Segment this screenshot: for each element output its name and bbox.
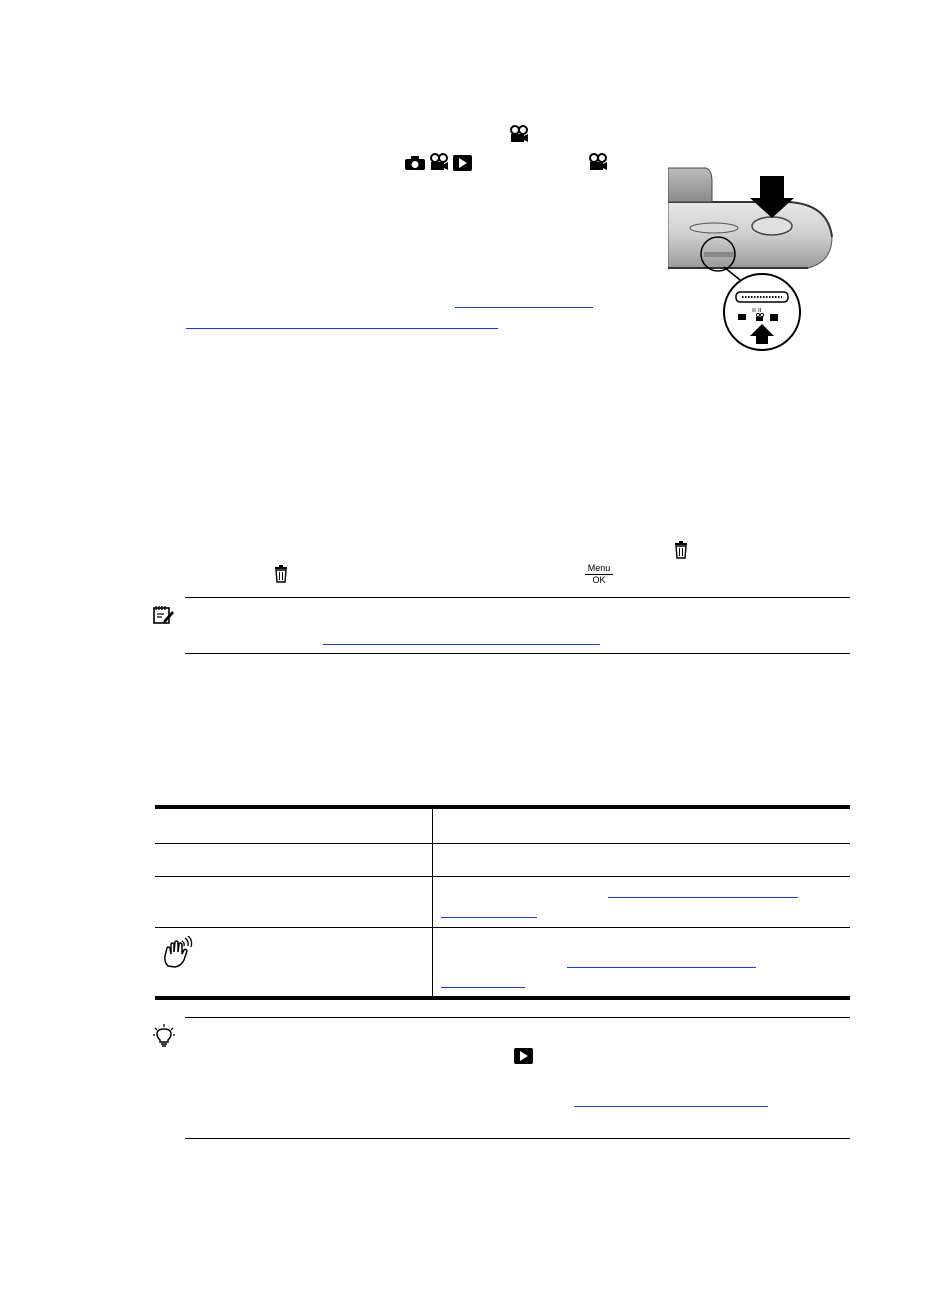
table-header-rule: [155, 843, 850, 844]
mode-switch-illustration: [668, 162, 840, 352]
table-column-divider: [432, 809, 433, 996]
playback-icon: [453, 155, 472, 171]
video-camera-icon: [588, 153, 608, 171]
note-bottom-rule: [185, 653, 850, 654]
table-top-rule: [155, 805, 850, 809]
tip-top-rule: [185, 1017, 850, 1018]
cross-reference-link[interactable]: [186, 328, 498, 329]
camera-icon: [404, 155, 426, 171]
menu-ok-button-icon: [585, 564, 613, 585]
hand-shake-icon: [160, 936, 194, 968]
tip-icon: [153, 1024, 175, 1048]
cross-reference-link[interactable]: [323, 644, 600, 645]
table-row-rule: [155, 876, 850, 877]
cross-reference-link[interactable]: [608, 897, 798, 898]
trash-icon: [674, 541, 688, 559]
cross-reference-link[interactable]: [574, 1106, 768, 1107]
note-icon: [152, 605, 174, 625]
menu-label: Menu: [585, 564, 613, 575]
ok-label: OK: [592, 575, 606, 585]
svg-text:ıı ıı: ıı ıı: [752, 307, 762, 314]
cross-reference-link[interactable]: [441, 987, 525, 988]
cross-reference-link[interactable]: [567, 967, 756, 968]
video-camera-icon: [429, 153, 449, 171]
note-top-rule: [185, 597, 850, 598]
video-camera-icon: [509, 125, 529, 143]
playback-icon: [514, 1048, 533, 1064]
trash-icon: [274, 565, 288, 583]
cross-reference-link[interactable]: [455, 307, 593, 308]
tip-bottom-rule: [185, 1138, 850, 1139]
table-bottom-rule: [155, 996, 850, 1000]
table-row-rule: [155, 927, 850, 928]
cross-reference-link[interactable]: [441, 917, 537, 918]
